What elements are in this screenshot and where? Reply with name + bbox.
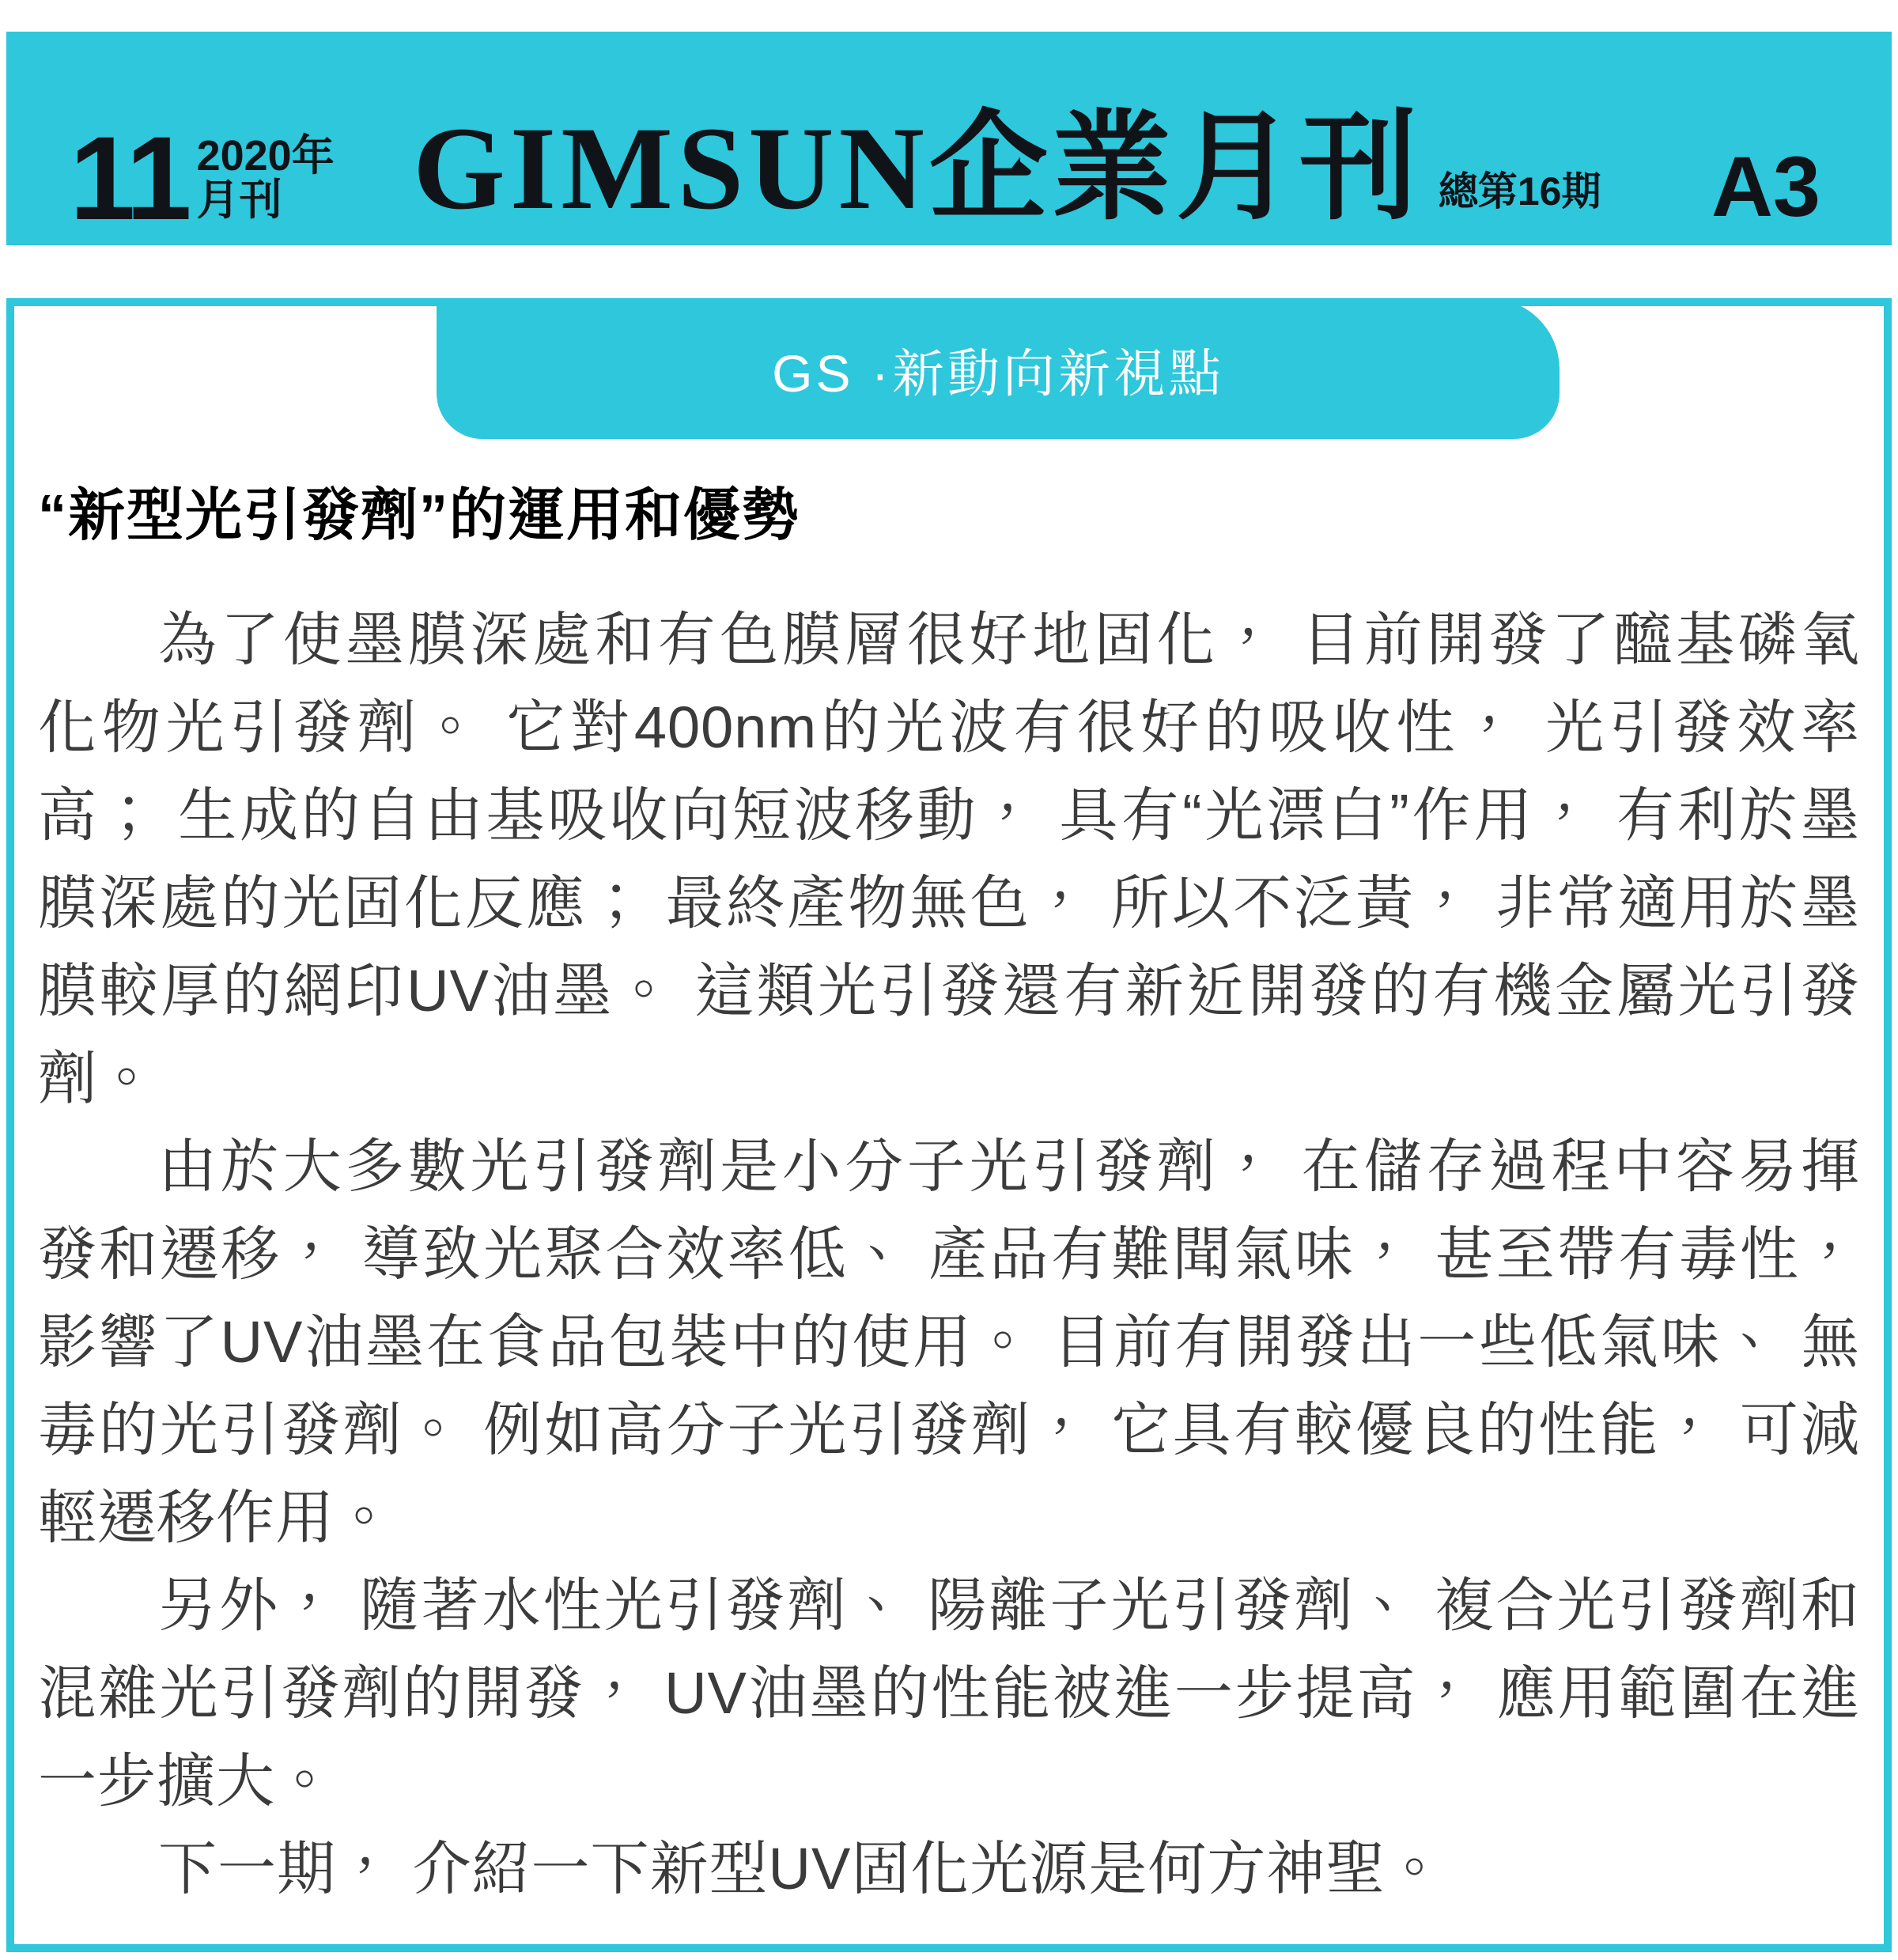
- section-ribbon-label: GS ·新動向新視點: [772, 343, 1224, 403]
- article-box: [6, 298, 1892, 1952]
- article-line: 另外， 隨著水性光引發劑、 陽離子光引發劑、 複合光引發劑和: [158, 1572, 1860, 1639]
- article-line: 下一期， 介紹一下新型UV固化光源是何方神聖。: [158, 1836, 1445, 1902]
- article-line: 混雜光引發劑的開發， UV油墨的性能被進一步提高， 應用範圍在進: [38, 1660, 1860, 1727]
- article-line: 毒的光引發劑。 例如高分子光引發劑， 它具有較優良的性能， 可減: [38, 1397, 1860, 1463]
- article-line: 為了使墨膜深處和有色膜層很好地固化， 目前開發了醯基磷氧: [158, 607, 1860, 673]
- masthead: [6, 32, 1892, 245]
- issue-meta: [196, 131, 335, 225]
- article-line: 膜較厚的網印UV油墨。 這類光引發還有新近開發的有機金屬光引發: [38, 958, 1860, 1024]
- issue-type: 月刊: [196, 176, 282, 225]
- section-ribbon: [437, 298, 1560, 439]
- issue-month: 11: [70, 112, 189, 244]
- article-line: 發和遷移， 導致光聚合效率低、 產品有難聞氣味， 甚至帶有毒性，: [38, 1221, 1860, 1288]
- article-line: 影響了UV油墨在食品包裝中的使用。 目前有開發出一些低氣味、 無: [38, 1309, 1860, 1375]
- article-heading: “新型光引發劑”的運用和優勢: [38, 484, 801, 547]
- publication-title: GIMSUN企業月刊: [413, 102, 1423, 234]
- article-line: 由於大多數光引發劑是小分子光引發劑， 在儲存過程中容易揮: [158, 1133, 1860, 1200]
- page-code: A3: [1711, 138, 1820, 234]
- article-line: 高； 生成的自由基吸收向短波移動， 具有“光漂白”作用， 有利於墨: [38, 782, 1860, 849]
- masthead-title-wrap: [335, 102, 1680, 234]
- article-line: 化物光引發劑。 它對400nm的光波有很好的吸收性， 光引發效率: [38, 694, 1860, 761]
- issue-year: 2020年: [196, 131, 335, 180]
- article-line: 膜深處的光固化反應； 最終產物無色， 所以不泛黃， 非常適用於墨: [38, 870, 1860, 936]
- article: [38, 482, 1860, 1913]
- issue-block: [70, 112, 335, 244]
- article-line: 劑。: [38, 1046, 157, 1112]
- article-line: 輕遷移作用。: [38, 1485, 394, 1551]
- article-line: 一步擴大。: [38, 1748, 335, 1814]
- issue-total-number: 總第16期: [1438, 169, 1601, 214]
